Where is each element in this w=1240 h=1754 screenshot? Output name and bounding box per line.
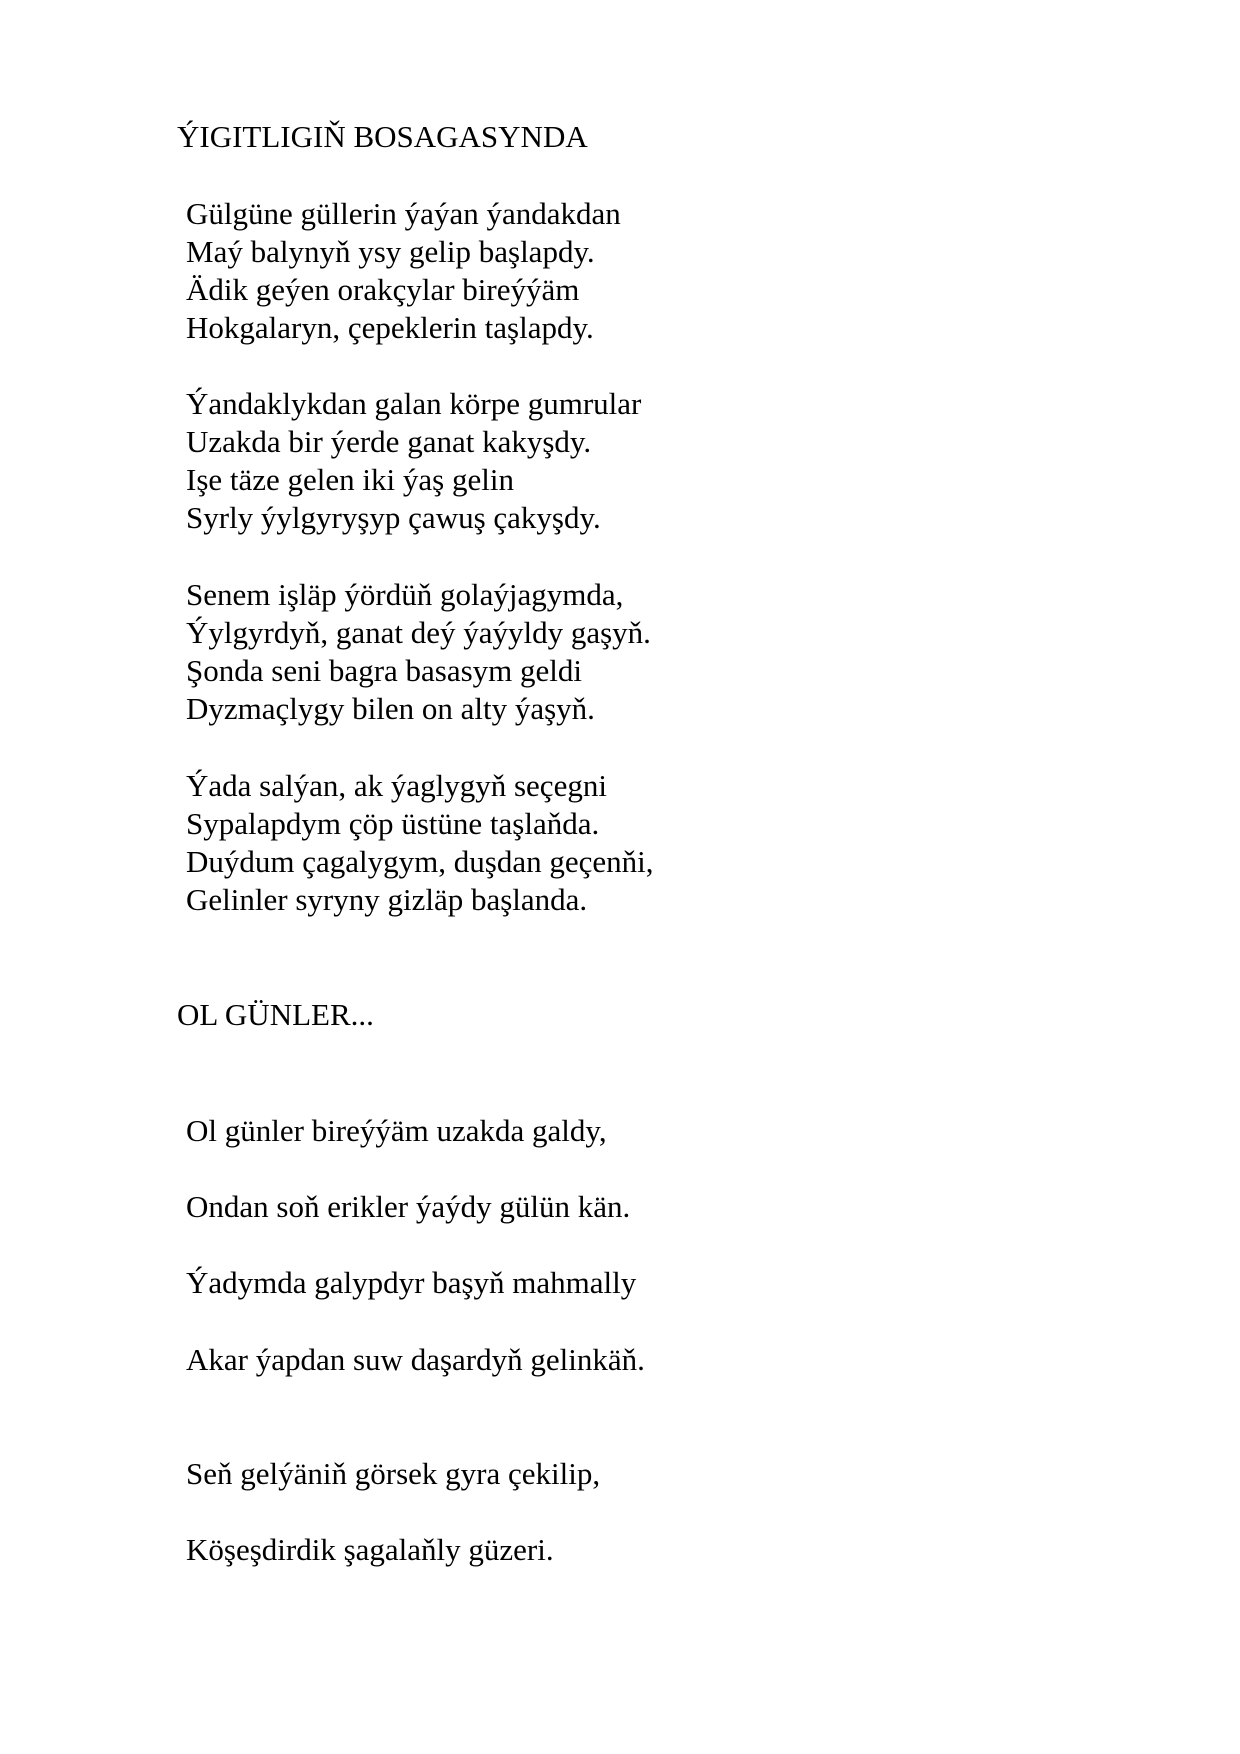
poem-line: Ol günler bireýýäm uzakda galdy, bbox=[186, 1113, 607, 1148]
poem-line: Ýandaklykdan galan körpe gumrular bbox=[186, 386, 642, 421]
poem-line: Ýada salýan, ak ýaglygyň seçegni bbox=[186, 768, 607, 803]
poem-line: Maý balynyň ysy gelip başlapdy. bbox=[186, 234, 595, 269]
poem-line: Işe täze gelen iki ýaş gelin bbox=[186, 462, 514, 497]
poem-line: Dyzmaçlygy bilen on alty ýaşyň. bbox=[186, 691, 595, 726]
poem-line: Gülgüne güllerin ýaýan ýandakdan bbox=[186, 196, 621, 231]
poem-line: Akar ýapdan suw daşardyň gelinkäň. bbox=[186, 1342, 645, 1377]
poem-line: Ondan soň erikler ýaýdy gülün kän. bbox=[186, 1189, 631, 1224]
poem-title: ÝIGITLIGIŇ BOSAGASYNDA bbox=[177, 119, 588, 154]
poem-line: Köşeşdirdik şagalaňly güzeri. bbox=[186, 1532, 554, 1567]
poem-line: Ädik geýen orakçylar bireýýäm bbox=[186, 272, 580, 307]
poem-line: Hokgalaryn, çepeklerin taşlapdy. bbox=[186, 310, 594, 345]
poem-title: OL GÜNLER... bbox=[177, 997, 374, 1032]
poem-line: Syrly ýylgyryşyp çawuş çakyşdy. bbox=[186, 500, 601, 535]
poem-line: Ýylgyrdyň, ganat deý ýaýyldy gaşyň. bbox=[186, 615, 651, 650]
poem-line: Duýdum çagalygym, duşdan geçenňi, bbox=[186, 844, 654, 879]
poem-line: Şonda seni bagra basasym geldi bbox=[186, 653, 583, 688]
poem-line: Ýadymda galypdyr başyň mahmally bbox=[186, 1265, 637, 1300]
poem-line: Gelinler syryny gizläp başlanda. bbox=[186, 882, 588, 917]
poem-line: Sypalapdym çöp üstüne taşlaňda. bbox=[186, 806, 600, 841]
poem-line: Seň gelýäniň görsek gyra çekilip, bbox=[186, 1456, 601, 1491]
poem-line: Senem işläp ýördüň golaýjagymda, bbox=[186, 577, 624, 612]
poem-line: Uzakda bir ýerde ganat kakyşdy. bbox=[186, 424, 592, 459]
